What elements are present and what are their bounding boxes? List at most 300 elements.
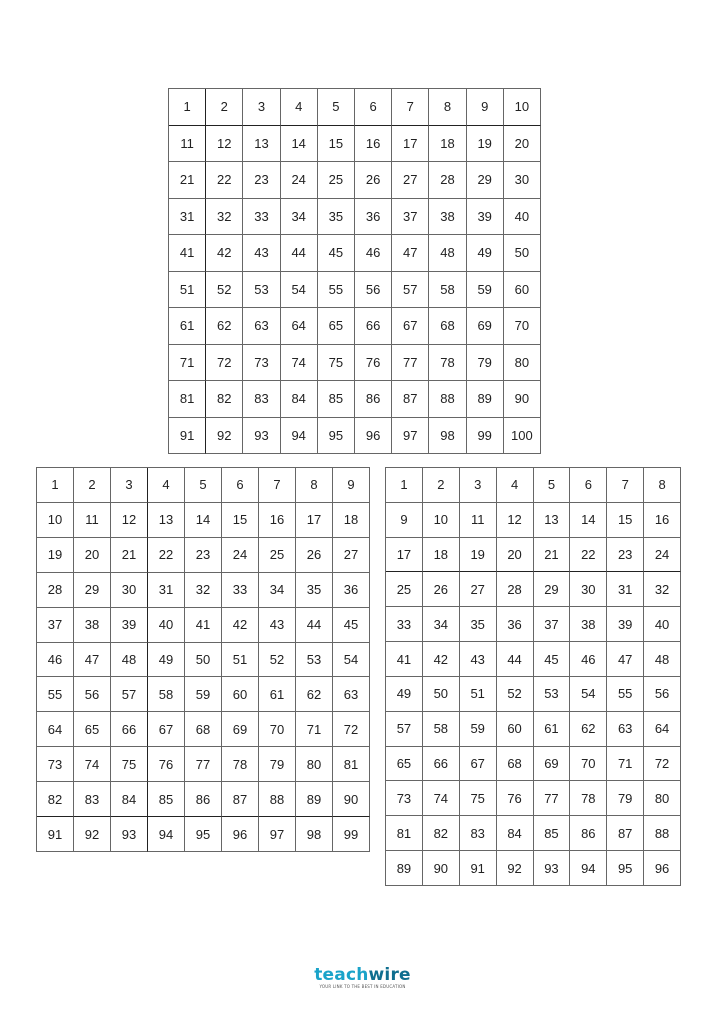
number-cell: 46 xyxy=(37,643,74,678)
number-cell: 77 xyxy=(392,345,429,382)
number-cell: 31 xyxy=(169,199,206,236)
number-cell: 19 xyxy=(467,126,504,163)
number-cell: 28 xyxy=(37,573,74,608)
number-cell: 76 xyxy=(355,345,392,382)
number-cell: 17 xyxy=(392,126,429,163)
number-cell: 33 xyxy=(222,573,259,608)
number-cell: 49 xyxy=(467,235,504,272)
number-cell: 4 xyxy=(281,89,318,126)
number-cell: 33 xyxy=(386,607,423,642)
number-cell: 69 xyxy=(467,308,504,345)
number-cell: 15 xyxy=(318,126,355,163)
number-cell: 24 xyxy=(281,162,318,199)
number-cell: 95 xyxy=(318,418,355,455)
number-cell: 55 xyxy=(607,677,644,712)
number-cell: 56 xyxy=(644,677,681,712)
number-cell: 21 xyxy=(534,538,571,573)
number-cell: 42 xyxy=(423,642,460,677)
number-cell: 36 xyxy=(333,573,370,608)
number-cell: 80 xyxy=(296,747,333,782)
number-cell: 66 xyxy=(423,747,460,782)
number-cell: 54 xyxy=(281,272,318,309)
number-cell: 68 xyxy=(429,308,466,345)
number-cell: 83 xyxy=(243,381,280,418)
number-cell: 25 xyxy=(386,572,423,607)
number-cell: 4 xyxy=(148,468,185,503)
number-cell: 84 xyxy=(497,816,534,851)
number-cell: 3 xyxy=(111,468,148,503)
number-cell: 74 xyxy=(74,747,111,782)
number-cell: 60 xyxy=(504,272,541,309)
number-cell: 10 xyxy=(37,503,74,538)
number-cell: 1 xyxy=(386,468,423,503)
number-cell: 5 xyxy=(534,468,571,503)
number-cell: 69 xyxy=(222,712,259,747)
number-cell: 51 xyxy=(222,643,259,678)
number-cell: 68 xyxy=(497,747,534,782)
number-cell: 83 xyxy=(460,816,497,851)
number-cell: 44 xyxy=(497,642,534,677)
number-cell: 75 xyxy=(460,781,497,816)
number-cell: 88 xyxy=(259,782,296,817)
ninety-nine-square-grid xyxy=(36,467,370,852)
number-cell: 24 xyxy=(222,538,259,573)
number-cell: 20 xyxy=(504,126,541,163)
number-cell: 96 xyxy=(644,851,681,886)
number-cell: 38 xyxy=(570,607,607,642)
number-cell: 54 xyxy=(333,643,370,678)
number-cell: 91 xyxy=(169,418,206,455)
number-cell: 25 xyxy=(259,538,296,573)
number-cell: 13 xyxy=(534,503,571,538)
number-cell: 94 xyxy=(281,418,318,455)
number-cell: 39 xyxy=(607,607,644,642)
number-cell: 30 xyxy=(570,572,607,607)
number-cell: 42 xyxy=(206,235,243,272)
number-cell: 59 xyxy=(467,272,504,309)
number-cell: 81 xyxy=(333,747,370,782)
number-cell: 41 xyxy=(169,235,206,272)
number-cell: 64 xyxy=(37,712,74,747)
number-cell: 5 xyxy=(318,89,355,126)
number-cell: 62 xyxy=(206,308,243,345)
number-cell: 48 xyxy=(429,235,466,272)
number-cell: 53 xyxy=(296,643,333,678)
number-cell: 93 xyxy=(111,817,148,852)
number-cell: 45 xyxy=(333,608,370,643)
number-cell: 52 xyxy=(206,272,243,309)
number-cell: 50 xyxy=(423,677,460,712)
number-cell: 28 xyxy=(429,162,466,199)
number-cell: 27 xyxy=(392,162,429,199)
number-cell: 6 xyxy=(222,468,259,503)
number-cell: 64 xyxy=(281,308,318,345)
number-cell: 49 xyxy=(386,677,423,712)
number-cell: 38 xyxy=(429,199,466,236)
number-cell: 57 xyxy=(111,677,148,712)
number-cell: 100 xyxy=(504,418,541,455)
number-cell: 90 xyxy=(423,851,460,886)
number-cell: 95 xyxy=(607,851,644,886)
number-cell: 69 xyxy=(534,747,571,782)
number-cell: 31 xyxy=(607,572,644,607)
number-cell: 36 xyxy=(355,199,392,236)
number-cell: 32 xyxy=(206,199,243,236)
number-cell: 24 xyxy=(644,538,681,573)
number-cell: 10 xyxy=(423,503,460,538)
number-cell: 78 xyxy=(222,747,259,782)
number-cell: 16 xyxy=(644,503,681,538)
number-cell: 65 xyxy=(74,712,111,747)
number-cell: 67 xyxy=(148,712,185,747)
number-cell: 84 xyxy=(111,782,148,817)
number-cell: 48 xyxy=(644,642,681,677)
number-cell: 92 xyxy=(497,851,534,886)
number-cell: 68 xyxy=(185,712,222,747)
number-cell: 66 xyxy=(111,712,148,747)
number-cell: 60 xyxy=(222,677,259,712)
number-cell: 91 xyxy=(460,851,497,886)
number-cell: 26 xyxy=(355,162,392,199)
number-cell: 46 xyxy=(355,235,392,272)
number-cell: 47 xyxy=(74,643,111,678)
number-cell: 64 xyxy=(644,712,681,747)
number-cell: 82 xyxy=(206,381,243,418)
number-cell: 6 xyxy=(570,468,607,503)
number-cell: 14 xyxy=(570,503,607,538)
number-cell: 39 xyxy=(111,608,148,643)
number-cell: 17 xyxy=(386,538,423,573)
number-cell: 1 xyxy=(169,89,206,126)
number-cell: 54 xyxy=(570,677,607,712)
number-cell: 78 xyxy=(570,781,607,816)
number-cell: 80 xyxy=(504,345,541,382)
number-cell: 77 xyxy=(185,747,222,782)
number-cell: 62 xyxy=(570,712,607,747)
number-cell: 7 xyxy=(607,468,644,503)
number-cell: 35 xyxy=(318,199,355,236)
number-cell: 58 xyxy=(148,677,185,712)
number-cell: 67 xyxy=(392,308,429,345)
number-cell: 87 xyxy=(607,816,644,851)
logo-teach-text: teach xyxy=(314,965,369,985)
number-cell: 35 xyxy=(460,607,497,642)
number-cell: 75 xyxy=(111,747,148,782)
number-cell: 74 xyxy=(423,781,460,816)
number-cell: 79 xyxy=(467,345,504,382)
number-cell: 67 xyxy=(460,747,497,782)
number-cell: 31 xyxy=(148,573,185,608)
number-cell: 29 xyxy=(467,162,504,199)
number-cell: 85 xyxy=(318,381,355,418)
number-cell: 79 xyxy=(607,781,644,816)
number-cell: 65 xyxy=(386,747,423,782)
number-cell: 43 xyxy=(243,235,280,272)
number-cell: 42 xyxy=(222,608,259,643)
number-cell: 61 xyxy=(169,308,206,345)
number-cell: 2 xyxy=(206,89,243,126)
number-cell: 47 xyxy=(392,235,429,272)
number-cell: 59 xyxy=(460,712,497,747)
number-cell: 34 xyxy=(423,607,460,642)
number-cell: 23 xyxy=(185,538,222,573)
number-cell: 72 xyxy=(333,712,370,747)
number-cell: 81 xyxy=(386,816,423,851)
number-cell: 71 xyxy=(607,747,644,782)
number-cell: 63 xyxy=(607,712,644,747)
number-cell: 46 xyxy=(570,642,607,677)
number-cell: 22 xyxy=(206,162,243,199)
number-cell: 71 xyxy=(169,345,206,382)
number-cell: 7 xyxy=(392,89,429,126)
number-cell: 50 xyxy=(504,235,541,272)
number-cell: 11 xyxy=(74,503,111,538)
number-cell: 97 xyxy=(392,418,429,455)
number-cell: 32 xyxy=(185,573,222,608)
number-cell: 49 xyxy=(148,643,185,678)
number-cell: 12 xyxy=(497,503,534,538)
number-cell: 43 xyxy=(259,608,296,643)
number-cell: 47 xyxy=(607,642,644,677)
number-cell: 63 xyxy=(243,308,280,345)
number-cell: 90 xyxy=(333,782,370,817)
teachwire-logo xyxy=(0,966,725,989)
number-cell: 34 xyxy=(281,199,318,236)
number-cell: 12 xyxy=(111,503,148,538)
number-cell: 36 xyxy=(497,607,534,642)
number-cell: 90 xyxy=(504,381,541,418)
number-cell: 66 xyxy=(355,308,392,345)
number-cell: 96 xyxy=(222,817,259,852)
number-cell: 40 xyxy=(504,199,541,236)
number-cell: 85 xyxy=(148,782,185,817)
number-cell: 14 xyxy=(281,126,318,163)
number-cell: 34 xyxy=(259,573,296,608)
number-cell: 60 xyxy=(497,712,534,747)
number-cell: 83 xyxy=(74,782,111,817)
number-cell: 94 xyxy=(570,851,607,886)
number-cell: 82 xyxy=(37,782,74,817)
number-cell: 78 xyxy=(429,345,466,382)
number-cell: 61 xyxy=(259,677,296,712)
number-cell: 30 xyxy=(504,162,541,199)
number-cell: 21 xyxy=(169,162,206,199)
number-cell: 52 xyxy=(497,677,534,712)
number-cell: 28 xyxy=(497,572,534,607)
number-cell: 55 xyxy=(37,677,74,712)
number-cell: 22 xyxy=(148,538,185,573)
number-cell: 23 xyxy=(607,538,644,573)
number-cell: 16 xyxy=(355,126,392,163)
number-cell: 98 xyxy=(296,817,333,852)
number-cell: 9 xyxy=(467,89,504,126)
number-cell: 21 xyxy=(111,538,148,573)
number-cell: 70 xyxy=(570,747,607,782)
number-cell: 53 xyxy=(243,272,280,309)
number-cell: 98 xyxy=(429,418,466,455)
number-cell: 57 xyxy=(386,712,423,747)
number-cell: 8 xyxy=(296,468,333,503)
number-cell: 3 xyxy=(460,468,497,503)
number-cell: 58 xyxy=(429,272,466,309)
number-cell: 81 xyxy=(169,381,206,418)
number-cell: 6 xyxy=(355,89,392,126)
number-cell: 79 xyxy=(259,747,296,782)
number-cell: 39 xyxy=(467,199,504,236)
number-cell: 58 xyxy=(423,712,460,747)
number-cell: 88 xyxy=(644,816,681,851)
number-cell: 25 xyxy=(318,162,355,199)
number-cell: 12 xyxy=(206,126,243,163)
number-cell: 8 xyxy=(644,468,681,503)
number-cell: 93 xyxy=(534,851,571,886)
number-cell: 2 xyxy=(423,468,460,503)
number-cell: 70 xyxy=(504,308,541,345)
logo-wire-text: wire xyxy=(368,965,411,985)
number-cell: 70 xyxy=(259,712,296,747)
number-cell: 95 xyxy=(185,817,222,852)
ninety-six-square-grid xyxy=(385,467,681,886)
number-cell: 5 xyxy=(185,468,222,503)
hundred-square-grid xyxy=(168,88,541,454)
number-cell: 45 xyxy=(534,642,571,677)
number-cell: 41 xyxy=(386,642,423,677)
number-cell: 9 xyxy=(386,503,423,538)
number-cell: 57 xyxy=(392,272,429,309)
number-cell: 38 xyxy=(74,608,111,643)
number-cell: 40 xyxy=(644,607,681,642)
number-cell: 1 xyxy=(37,468,74,503)
number-cell: 51 xyxy=(169,272,206,309)
number-cell: 37 xyxy=(392,199,429,236)
number-cell: 11 xyxy=(169,126,206,163)
number-cell: 48 xyxy=(111,643,148,678)
number-cell: 75 xyxy=(318,345,355,382)
number-cell: 14 xyxy=(185,503,222,538)
number-cell: 56 xyxy=(355,272,392,309)
number-cell: 61 xyxy=(534,712,571,747)
number-cell: 73 xyxy=(243,345,280,382)
number-cell: 44 xyxy=(281,235,318,272)
number-cell: 92 xyxy=(74,817,111,852)
number-cell: 50 xyxy=(185,643,222,678)
number-cell: 85 xyxy=(534,816,571,851)
number-cell: 82 xyxy=(423,816,460,851)
number-cell: 33 xyxy=(243,199,280,236)
number-cell: 99 xyxy=(467,418,504,455)
number-cell: 51 xyxy=(460,677,497,712)
number-cell: 89 xyxy=(296,782,333,817)
number-cell: 13 xyxy=(148,503,185,538)
number-cell: 43 xyxy=(460,642,497,677)
number-cell: 29 xyxy=(534,572,571,607)
number-cell: 77 xyxy=(534,781,571,816)
number-cell: 86 xyxy=(570,816,607,851)
number-cell: 53 xyxy=(534,677,571,712)
number-cell: 13 xyxy=(243,126,280,163)
number-cell: 4 xyxy=(497,468,534,503)
number-cell: 17 xyxy=(296,503,333,538)
number-cell: 76 xyxy=(497,781,534,816)
number-cell: 73 xyxy=(37,747,74,782)
number-cell: 96 xyxy=(355,418,392,455)
number-cell: 22 xyxy=(570,538,607,573)
number-cell: 18 xyxy=(423,538,460,573)
number-cell: 40 xyxy=(148,608,185,643)
number-cell: 89 xyxy=(386,851,423,886)
number-cell: 37 xyxy=(534,607,571,642)
number-cell: 45 xyxy=(318,235,355,272)
number-cell: 80 xyxy=(644,781,681,816)
number-cell: 63 xyxy=(333,677,370,712)
number-cell: 23 xyxy=(243,162,280,199)
number-cell: 52 xyxy=(259,643,296,678)
number-cell: 76 xyxy=(148,747,185,782)
number-cell: 2 xyxy=(74,468,111,503)
number-cell: 87 xyxy=(222,782,259,817)
number-cell: 18 xyxy=(333,503,370,538)
number-cell: 32 xyxy=(644,572,681,607)
number-cell: 55 xyxy=(318,272,355,309)
number-cell: 65 xyxy=(318,308,355,345)
number-cell: 26 xyxy=(296,538,333,573)
number-cell: 56 xyxy=(74,677,111,712)
number-cell: 86 xyxy=(355,381,392,418)
number-cell: 84 xyxy=(281,381,318,418)
number-cell: 99 xyxy=(333,817,370,852)
number-cell: 44 xyxy=(296,608,333,643)
number-cell: 72 xyxy=(644,747,681,782)
number-cell: 86 xyxy=(185,782,222,817)
number-cell: 19 xyxy=(460,538,497,573)
number-cell: 89 xyxy=(467,381,504,418)
number-cell: 37 xyxy=(37,608,74,643)
number-cell: 94 xyxy=(148,817,185,852)
number-cell: 35 xyxy=(296,573,333,608)
number-cell: 92 xyxy=(206,418,243,455)
number-cell: 41 xyxy=(185,608,222,643)
number-cell: 10 xyxy=(504,89,541,126)
number-cell: 9 xyxy=(333,468,370,503)
number-cell: 27 xyxy=(460,572,497,607)
number-cell: 11 xyxy=(460,503,497,538)
number-cell: 93 xyxy=(243,418,280,455)
number-cell: 30 xyxy=(111,573,148,608)
logo-wordmark xyxy=(0,966,725,984)
number-cell: 74 xyxy=(281,345,318,382)
number-cell: 19 xyxy=(37,538,74,573)
number-cell: 18 xyxy=(429,126,466,163)
number-cell: 8 xyxy=(429,89,466,126)
number-cell: 62 xyxy=(296,677,333,712)
number-cell: 15 xyxy=(222,503,259,538)
number-cell: 20 xyxy=(497,538,534,573)
number-cell: 29 xyxy=(74,573,111,608)
number-cell: 72 xyxy=(206,345,243,382)
number-cell: 71 xyxy=(296,712,333,747)
number-cell: 59 xyxy=(185,677,222,712)
number-cell: 27 xyxy=(333,538,370,573)
number-cell: 97 xyxy=(259,817,296,852)
number-cell: 87 xyxy=(392,381,429,418)
number-cell: 88 xyxy=(429,381,466,418)
logo-tagline: YOUR LINK TO THE BEST IN EDUCATION xyxy=(319,984,406,989)
number-cell: 26 xyxy=(423,572,460,607)
number-cell: 7 xyxy=(259,468,296,503)
number-cell: 73 xyxy=(386,781,423,816)
number-cell: 20 xyxy=(74,538,111,573)
number-cell: 15 xyxy=(607,503,644,538)
